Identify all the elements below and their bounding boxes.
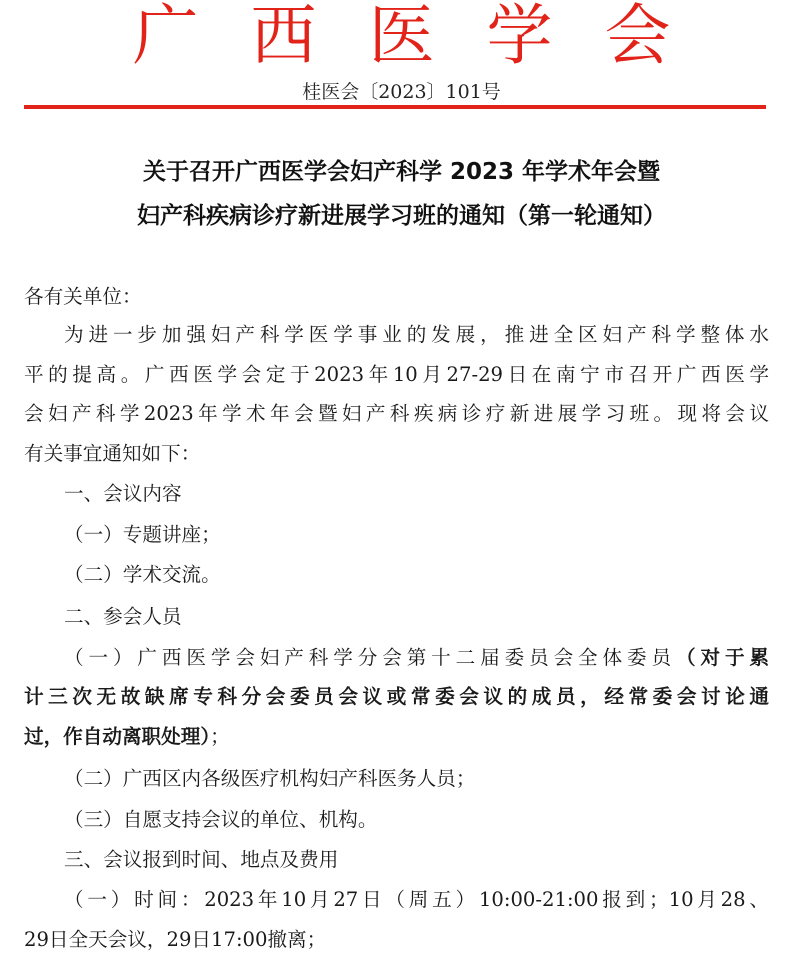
intro-line-2: 平的提高。广西医学会定于2023年10月27-29日在南宁市召开广西医学 <box>24 363 769 386</box>
section-2-item-1-punct: ； <box>210 725 230 748</box>
section-3-time-line-1: （一）时间：2023年10月27日（周五）10:00-21:00报到；10月28、 <box>64 888 769 911</box>
section-2-item-1-bold-end: 过，作自动离职处理） <box>24 725 211 748</box>
section-2-item-2: （二）广西区内各级医疗机构妇产科医务人员； <box>64 767 476 790</box>
section-2-item-1-line-2: 计三次无故缺席专科分会委员会议或常委会议的成员，经常委会讨论通 <box>24 685 769 708</box>
letterhead-org-name: 广西医学会 <box>132 0 723 74</box>
notice-title-line-2: 妇产科疾病诊疗新进展学习班的通知（第一轮通知） <box>137 203 666 229</box>
section-2-item-1-bold-note: （对于累 <box>675 646 770 669</box>
intro-line-4: 有关事宜通知如下： <box>24 442 201 465</box>
section-1-heading: 一、会议内容 <box>64 482 182 505</box>
notice-title-line-1: 关于召开广西医学会妇产科学 2023 年学术年会暨 <box>142 159 661 185</box>
section-1-item-1: （一）专题讲座； <box>64 523 221 546</box>
intro-line-1: 为进一步加强妇产科学医学事业的发展，推进全区妇产科学整体水 <box>64 323 769 346</box>
section-3-time-line-2: 29日全天会议，29日17:00撤离； <box>24 928 327 951</box>
section-2-item-1-line-1 <box>64 645 769 671</box>
section-3-heading: 三、会议报到时间、地点及费用 <box>64 848 339 871</box>
section-1-item-2: （二）学术交流。 <box>64 563 221 586</box>
section-2-item-1-line-3 <box>24 724 769 750</box>
salutation: 各有关单位： <box>24 285 142 308</box>
intro-line-3: 会妇产科学2023年学术年会暨妇产科疾病诊疗新进展学习班。现将会议 <box>24 402 769 425</box>
document-number: 桂医会〔2023〕101号 <box>302 81 501 103</box>
section-2-item-1-text: （一）广西医学会妇产科学分会第十二届委员会全体委员 <box>64 646 676 669</box>
letterhead-red-rule <box>24 105 766 109</box>
section-2-item-3: （三）自愿支持会议的单位、机构。 <box>64 808 378 831</box>
section-2-heading: 二、参会人员 <box>64 605 182 628</box>
